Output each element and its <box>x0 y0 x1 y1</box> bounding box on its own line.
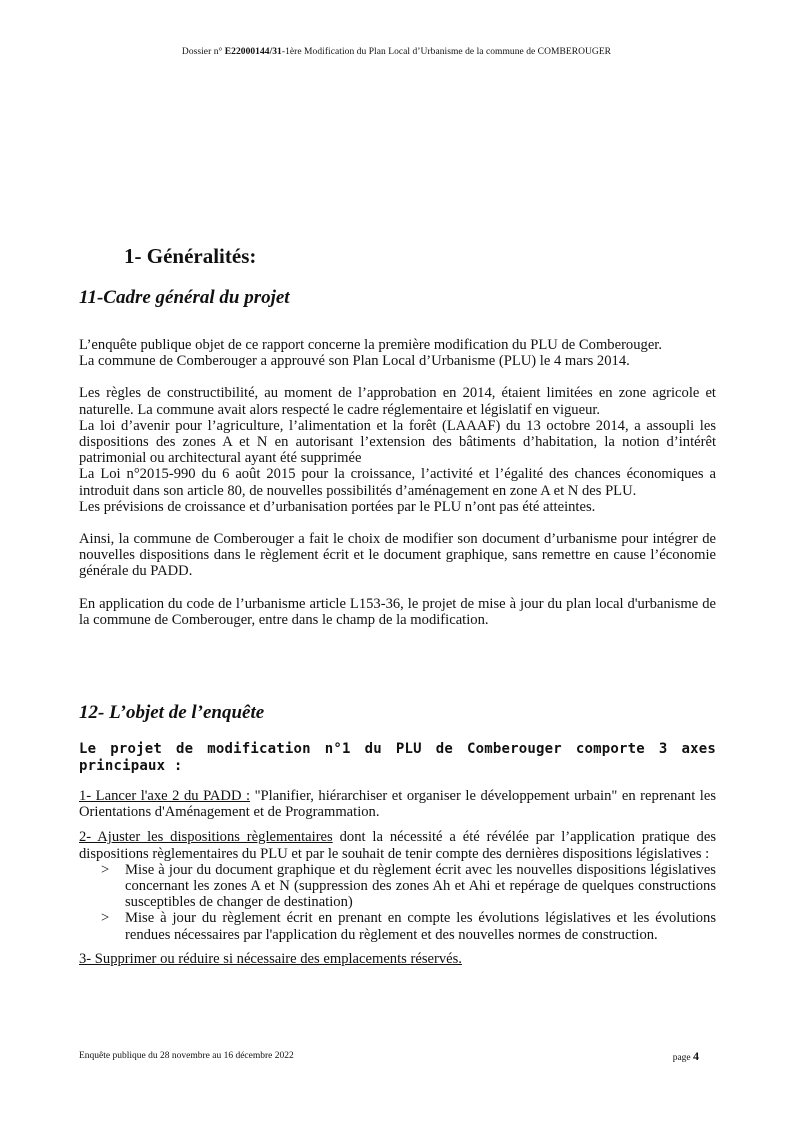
axis-3 <box>79 951 716 967</box>
section-12-title: 12- L’objet de l’enquête <box>79 702 265 723</box>
section-1-title: 1- Généralités: <box>124 244 257 268</box>
paragraph: En application du code de l’urbanisme article L153-36, le projet de mise à jour du plan local d'urbanisme de la commune de Comberouger, entre dans le champ de la modification. <box>79 595 716 628</box>
axis-1-text: "Planifier, hiérarchiser et organiser le développement urbain" en reprenant les Orientations d'Aménagement et de Programmation. <box>79 788 717 821</box>
page-number: 4 <box>693 1049 699 1063</box>
dossier-number: E22000144/31 <box>224 47 282 57</box>
header-rest: -1ère Modification du Plan Local d’Urbanisme de la commune de COMBEROUGER <box>281 47 612 57</box>
axis-2-bullets <box>79 862 716 943</box>
list-item <box>79 862 716 911</box>
section-12-body <box>79 741 716 967</box>
paragraph: Les règles de constructibilité, au moment de l’approbation en 2014, étaient limitées en zone agricole et naturelle. La commune avait alors respecté le cadre réglementaire et législatif en vigueur. <box>79 385 716 418</box>
header-prefix: Dossier n° <box>181 47 225 57</box>
axis-2-text: dont la nécessité a été révélée par l’application pratique des dispositions règlementaires du PLU et par le souhait de tenir compte des dernières dispositions législatives : <box>79 829 716 862</box>
paragraph: La Loi n°2015-990 du 6 août 2015 pour la croissance, l’activité et l’égalité des chances économiques a introduit dans son article 80, de nouvelles possibilités d’aménagement en zone A et N des PLU. <box>79 466 716 499</box>
axis-2-label: 2- Ajuster les dispositions règlementaires <box>79 829 333 846</box>
paragraph: Ainsi, la commune de Comberouger a fait le choix de modifier son document d’urbanisme pour intégrer de nouvelles dispositions dans le règlement écrit et le document graphique, sans remettre en cause l’économie générale du PADD. <box>79 531 716 580</box>
axis-3-label: 3- Supprimer ou réduire si nécessaire des emplacements réservés. <box>79 950 462 967</box>
paragraph: La commune de Comberouger a approuvé son Plan Local d’Urbanisme (PLU) le 4 mars 2014. <box>79 353 630 370</box>
section-11-body <box>79 337 716 628</box>
axis-1 <box>79 788 716 820</box>
bullet-text: Mise à jour du règlement écrit en prenant en compte les évolutions législatives et les évolutions rendues nécessaires par l'application du règlement et des nouvelles normes de construction. <box>125 910 716 943</box>
axis-2 <box>79 829 716 861</box>
paragraph: La loi d’avenir pour l’agriculture, l’alimentation et la forêt (LAAAF) du 13 octobre 2014, a assoupli les dispositions des zones A et N en autorisant l’extension des bâtiments d’habitation, la notion d’intérêt patrimonial ou architectural ayant été supprimée <box>79 417 716 467</box>
list-item <box>79 910 716 942</box>
running-header <box>0 47 793 57</box>
axis-1-label: 1- Lancer l'axe 2 du PADD : <box>79 788 251 804</box>
footer-dates: Enquête publique du 28 novembre au 16 décembre 2022 <box>79 1051 294 1061</box>
bullet-marker: > <box>101 861 110 878</box>
paragraph: L’enquête publique objet de ce rapport concerne la première modification du PLU de Comberouger. <box>79 337 663 353</box>
paragraph: Les prévisions de croissance et d’urbanisation portées par le PLU n’ont pas été atteintes. <box>79 498 596 515</box>
page-indicator <box>673 1049 699 1064</box>
bullet-text: Mise à jour du document graphique et du règlement écrit avec les nouvelles dispositions législatives concernant les zones A et N (suppression des zones Ah et Ahi et repérage de quelques constructions susceptibles de changer de destination) <box>125 861 716 911</box>
bullet-marker: > <box>101 910 110 927</box>
running-footer <box>79 1051 699 1061</box>
page-label: page <box>672 1053 693 1063</box>
section-11-title: 11-Cadre général du projet <box>79 287 290 308</box>
axes-intro: Le projet de modification n°1 du PLU de Comberouger comporte 3 axes principaux : <box>79 741 716 774</box>
